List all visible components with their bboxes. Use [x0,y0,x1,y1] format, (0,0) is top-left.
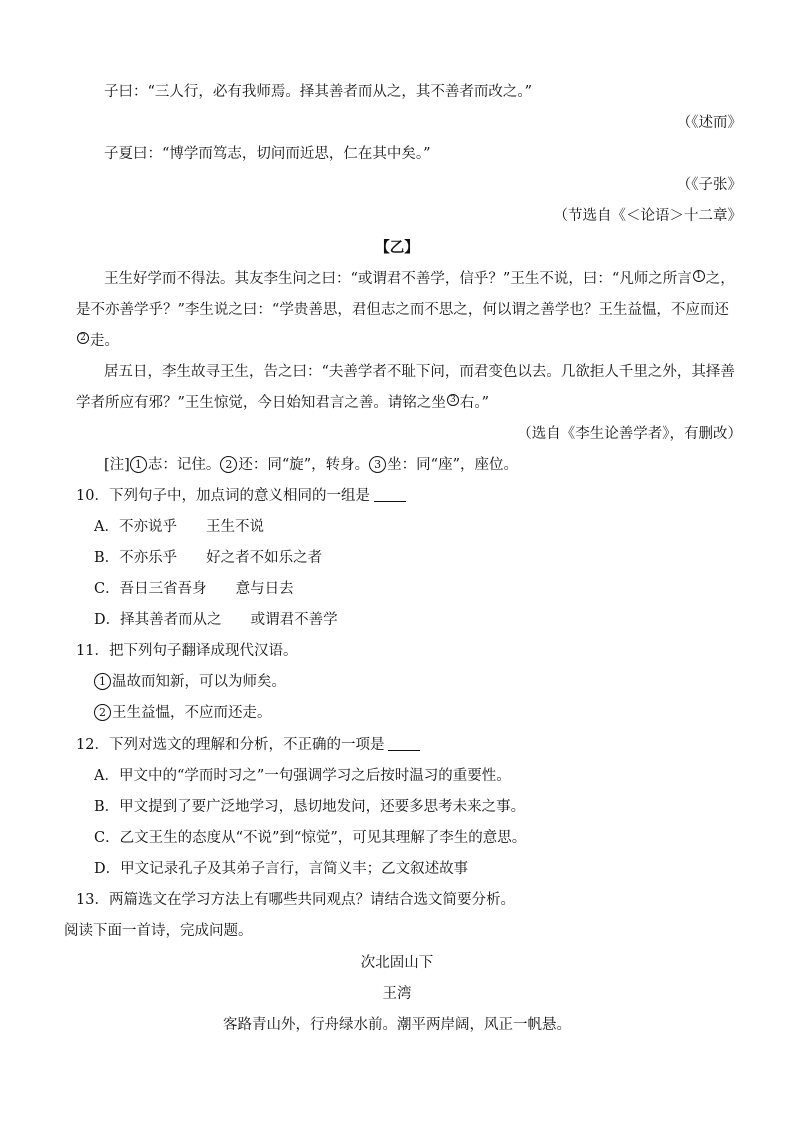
note-text-3: 坐：同“座”，座位。 [387,457,518,473]
yi-p2-text-a: 居五日，李生故寻王生，告之曰：“夫善学者不耻下问，而君变色以去。几欲拒人千里之外，其择善学者所应有邪？”王生惊觉，今日始知君言之善。请铭之坐 [76,364,735,411]
yi-paragraph-2 [76,357,742,419]
q11-circle-1: 1 [94,673,111,690]
q12-option-a: A．甲文中的“学而时习之”一句强调学习之后按时温习的重要性。 [94,768,511,784]
q10-option-b: B．不亦乐乎 好之者不如乐之者 [94,550,323,566]
question-11-stem: 11．把下列句子翻译成现代汉语。 [76,643,298,659]
yi-p2-text-b: 右。” [459,395,490,411]
yi-paragraph-1 [76,264,742,357]
q11-item-1 [94,672,286,692]
q12-option-b: B．甲文提到了要广泛地学习，恳切地发问，还要多思考未来之事。 [94,799,526,815]
note-text-2: 还：同“旋”，转身。 [238,457,370,473]
q12-option-c: C．乙文王生的态度从“不说”到“惊觉”，可见其理解了李生的意思。 [94,830,527,846]
source-shuer: （《述而》 [676,115,742,131]
question-12-stem [76,735,420,755]
yi-p1-text-c: 走。 [90,333,119,349]
note-circle-2: 2 [220,456,237,473]
note-prefix: [注] [104,457,130,473]
q12-option-d: D．甲文记录孔子及其弟子言行，言简义丰；乙文叙述故事 [94,861,469,877]
q10-text: 10．下列句子中，加点词的意义相同的一组是 [76,488,370,504]
yi-p1-text-a: 王生好学而不得法。其友李生问之曰：“或谓君不善学，信乎？”王生不说，曰：“凡师之所言 [104,271,692,287]
answer-blank [388,736,420,751]
note-circle-3: 3 [369,456,386,473]
poem-intro: 阅读下面一首诗，完成问题。 [64,923,253,939]
annotation-notes [104,455,518,475]
answer-blank [374,487,406,502]
q10-option-d: D．择其善者而从之 或谓君不善学 [94,612,338,628]
note-text-1: 志：记住。 [147,457,221,473]
note-marker-3: 3 [447,394,459,406]
section-heading-yi: 【乙】 [375,239,419,256]
poem-line-1: 客路青山外，行舟绿水前。潮平两岸阔，风正一帆悬。 [223,1017,571,1033]
quote-shuer: 子曰：“三人行，必有我师焉。择其善者而从之，其不善者而改之。” [104,84,533,100]
question-10-stem [76,486,406,506]
source-zizhang: （《子张》 [676,177,742,193]
q12-text: 12．下列对选文的理解和分析，不正确的一项是 [76,737,385,753]
quote-zizhang: 子夏曰：“博学而笃志，切问而近思，仁在其中矣。” [104,146,431,162]
q11-text-1: 温故而知新，可以为师矣。 [112,674,286,690]
source-lunyu: （节选自《＜论语＞十二章》 [553,208,742,224]
note-marker-2: 2 [77,332,89,344]
source-yi: （选自《李生论善学者》，有删改） [517,426,742,442]
q10-option-c: C．吾日三省吾身 意与日去 [94,581,294,597]
question-13-stem: 13．两篇选文在学习方法上有哪些共同观点？请结合选文简要分析。 [76,892,515,908]
note-circle-1: 1 [130,456,147,473]
q11-text-2: 王生益愠，不应而还走。 [112,705,272,721]
q11-circle-2: 2 [94,704,111,721]
q11-item-2 [94,703,272,723]
yi-p1-text-b: 之，是不亦善学乎？”李生说之曰：“学贵善思，君但志之而不思之，何以谓之善学也？王生益愠，不应而还 [76,271,735,318]
note-marker-1: 1 [693,270,705,282]
q10-option-a: A．不亦说乎 王生不说 [94,519,264,535]
poem-author: 王湾 [382,986,412,1002]
poem-title: 次北固山下 [360,955,434,971]
